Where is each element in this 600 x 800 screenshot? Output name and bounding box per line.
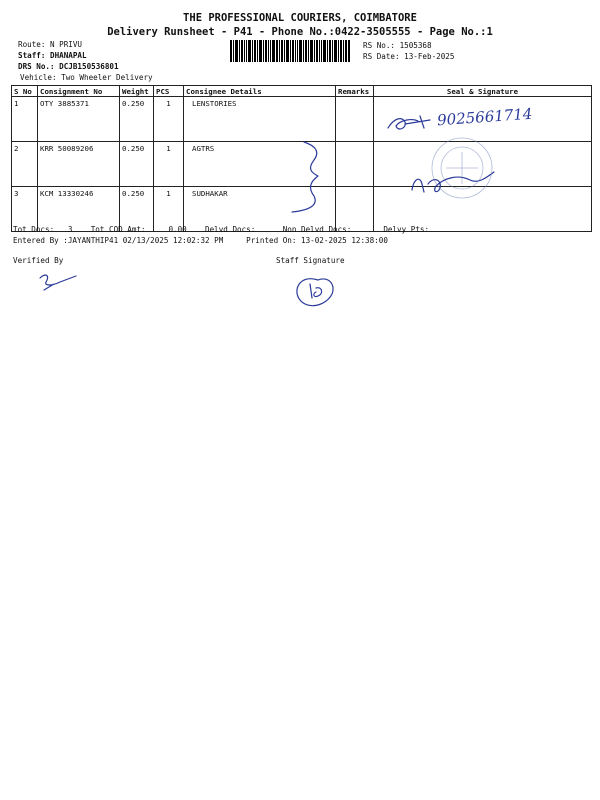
- cell-pcs: 1: [154, 97, 184, 142]
- barcode-image: [230, 40, 350, 62]
- col-header-seal: Seal & Signature: [374, 86, 592, 97]
- cell-consignment: KCM 13330246: [38, 187, 120, 232]
- cell-pcs: 1: [154, 142, 184, 187]
- col-header-weight: Weight: [120, 86, 154, 97]
- col-header-consignee: Consignee Details: [184, 86, 336, 97]
- entered-by-line: Entered By :JAYANTHIP41 02/13/2025 12:02:32 PM Printed On: 13-02-2025 12:38:00: [13, 236, 388, 245]
- staff-signature-icon: [297, 279, 333, 306]
- cell-seal: [374, 142, 592, 187]
- rs-date: RS Date: 13-Feb-2025: [363, 52, 455, 61]
- cell-consignment: KRR 50089206: [38, 142, 120, 187]
- runsheet-subtitle: Delivery Runsheet - P41 - Phone No.:0422-3505555 - Page No.:1: [107, 26, 493, 38]
- cell-consignee: AGTRS: [184, 142, 336, 187]
- col-header-pcs: PCS: [154, 86, 184, 97]
- cell-consignment: OTY 3885371: [38, 97, 120, 142]
- table-row: [12, 142, 592, 187]
- cell-weight: 0.250: [120, 142, 154, 187]
- cell-weight: 0.250: [120, 187, 154, 232]
- table-header-row: [12, 86, 592, 97]
- drs-number: DRS No.: DCJB150536801: [18, 62, 119, 71]
- col-header-sno: S No: [12, 86, 38, 97]
- route-label: Route: N PRIVU: [18, 40, 83, 49]
- cell-sno: 1: [12, 97, 38, 142]
- cell-consignee: SUDHAKAR: [184, 187, 336, 232]
- cell-remarks: [336, 97, 374, 142]
- cell-remarks: [336, 142, 374, 187]
- cell-weight: 0.250: [120, 97, 154, 142]
- rs-number: RS No.: 1505368: [363, 41, 432, 50]
- vehicle-label: Vehicle: Two Wheeler Delivery: [20, 73, 153, 82]
- col-header-consignment: Consignment No: [38, 86, 120, 97]
- staff-label: Staff: DHANAPAL: [18, 51, 87, 60]
- cell-sno: 3: [12, 187, 38, 232]
- totals-line: Tot Docs: 3 Tot COD Amt: 0.00 Delvd Docs: Non Delvd Docs: Delvy Pts:: [13, 225, 430, 234]
- handwritten-phone: 9025661714: [436, 104, 533, 130]
- verified-by-label: Verified By: [13, 256, 64, 265]
- cell-sno: 2: [12, 142, 38, 187]
- cell-pcs: 1: [154, 187, 184, 232]
- page-title: THE PROFESSIONAL COURIERS, COIMBATORE: [183, 12, 417, 24]
- col-header-remarks: Remarks: [336, 86, 374, 97]
- staff-signature-label: Staff Signature: [276, 256, 345, 265]
- verified-signature-icon: [40, 275, 76, 290]
- cell-consignee: LENSTORIES: [184, 97, 336, 142]
